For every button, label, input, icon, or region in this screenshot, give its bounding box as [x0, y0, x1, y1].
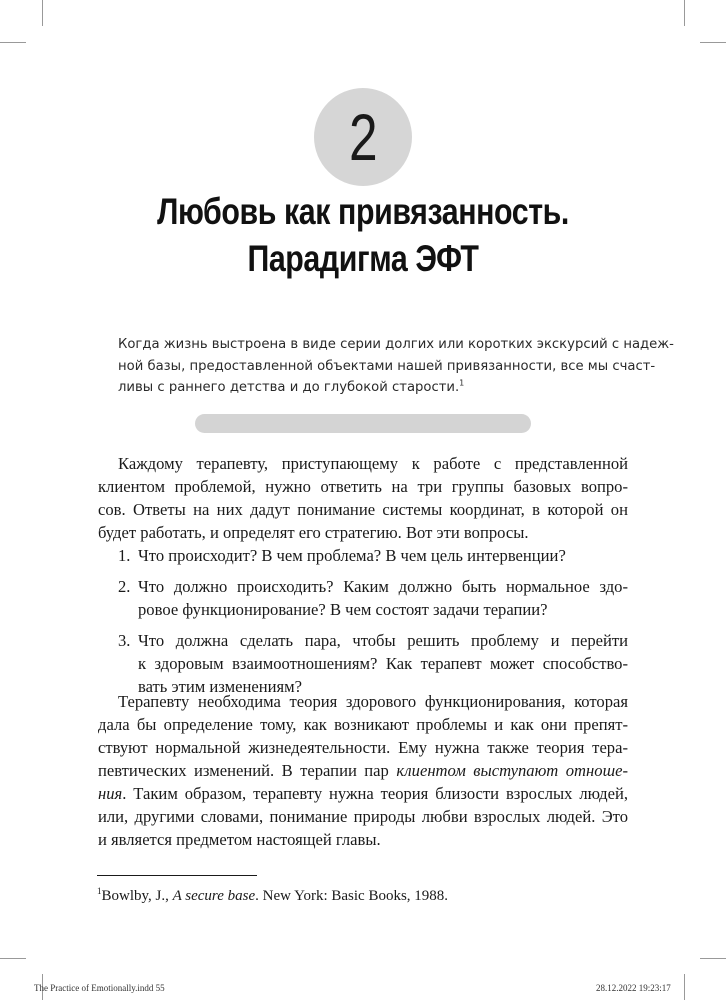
footnote-rule — [97, 875, 257, 876]
paragraph-italic-text: клиентом выступают отноше- — [396, 761, 628, 780]
list-item — [118, 575, 628, 621]
paragraph-line: и является предметом настоящей главы. — [98, 830, 381, 849]
chapter-title-line2: Парадигма ЭФТ — [247, 238, 479, 279]
list-item-line: Что должна сделать пара, чтобы решить проблему и перейти — [138, 631, 628, 650]
footnote-reference[interactable]: 1 — [459, 378, 465, 388]
footnote — [97, 886, 448, 906]
epigraph-line-text: ливы с раннего детства и до глубокой старости. — [118, 380, 460, 395]
list-item-line: Что происходит? В чем проблема? В чем цель интервенции? — [138, 546, 566, 565]
intro-paragraph — [98, 452, 628, 544]
crop-mark — [684, 974, 685, 1000]
epigraph-line — [118, 377, 618, 399]
footnote-publication: . New York: Basic Books, 1988. — [255, 888, 449, 904]
epigraph-line: ной базы, предоставленной объектами нашей привязанности, все мы счаст- — [118, 358, 656, 374]
chapter-number: 2 — [348, 100, 378, 174]
list-item-line: к здоровым взаимоотношениям? Как терапевт может способство- — [138, 654, 628, 673]
list-item-number: 2. — [118, 577, 131, 596]
list-item — [118, 629, 628, 698]
crop-mark — [700, 958, 726, 959]
list-item-number: 1. — [118, 546, 131, 565]
questions-list — [118, 544, 628, 706]
paragraph-line: сов. Ответы на них дадут понимание системы координат, в которой он — [98, 500, 628, 519]
print-slug-file: The Practice of Emotionally.indd 55 — [34, 983, 165, 993]
list-item-line: Что должно происходить? Каким должно быть нормальное здо- — [138, 577, 628, 596]
list-item-line: вать этим изменениям? — [138, 677, 302, 696]
footnote-book-title: A secure base — [172, 888, 256, 904]
section-divider — [195, 414, 531, 433]
crop-mark — [0, 958, 26, 959]
epigraph — [118, 334, 674, 399]
paragraph-line: дала бы определение тому, как возникают проблемы и как они препят- — [98, 715, 628, 734]
paragraph-line: клиентом проблемой, нужно ответить на три группы базовых вопро- — [98, 477, 628, 496]
footnote-author: Bowlby, J., — [101, 888, 173, 904]
paragraph-text: . Таким образом, терапевту нужна теория близости взрослых людей, — [122, 784, 628, 803]
paragraph-line — [98, 759, 628, 782]
paragraph-italic-text: ния — [98, 784, 123, 803]
chapter-number-badge — [314, 88, 412, 186]
paragraph-line: или, другими словами, понимание природы любви взрослых людей. Это — [98, 807, 628, 826]
paragraph-line: Каждому терапевту, приступающему к работе с представленной — [118, 454, 628, 473]
paragraph-line: Терапевту необходима теория здорового функционирования, которая — [118, 692, 628, 711]
paragraph-line — [98, 782, 628, 805]
crop-mark — [684, 0, 685, 26]
main-paragraph — [98, 690, 628, 851]
crop-mark — [700, 42, 726, 43]
print-slug-datetime: 28.12.2022 19:23:17 — [596, 983, 671, 993]
paragraph-text: певтических изменений. В терапии пар — [98, 761, 397, 780]
paragraph-line: ствуют нормальной жизнедеятельности. Ему нужна также теория тера- — [98, 738, 628, 757]
footnote-mark: 1 — [97, 886, 102, 896]
chapter-title — [0, 188, 726, 282]
list-item-number: 3. — [118, 631, 131, 650]
chapter-title-line1: Любовь как привязанность. — [157, 191, 569, 232]
list-item — [118, 544, 628, 567]
list-item-line: ровое функционирование? В чем состоят задачи терапии? — [138, 600, 548, 619]
crop-mark — [42, 0, 43, 26]
epigraph-line: Когда жизнь выстроена в виде серии долгих или коротких экскурсий с надеж- — [118, 337, 674, 352]
paragraph-line: будет работать, и определят его стратегию. Вот эти вопросы. — [98, 523, 529, 542]
crop-mark — [0, 42, 26, 43]
